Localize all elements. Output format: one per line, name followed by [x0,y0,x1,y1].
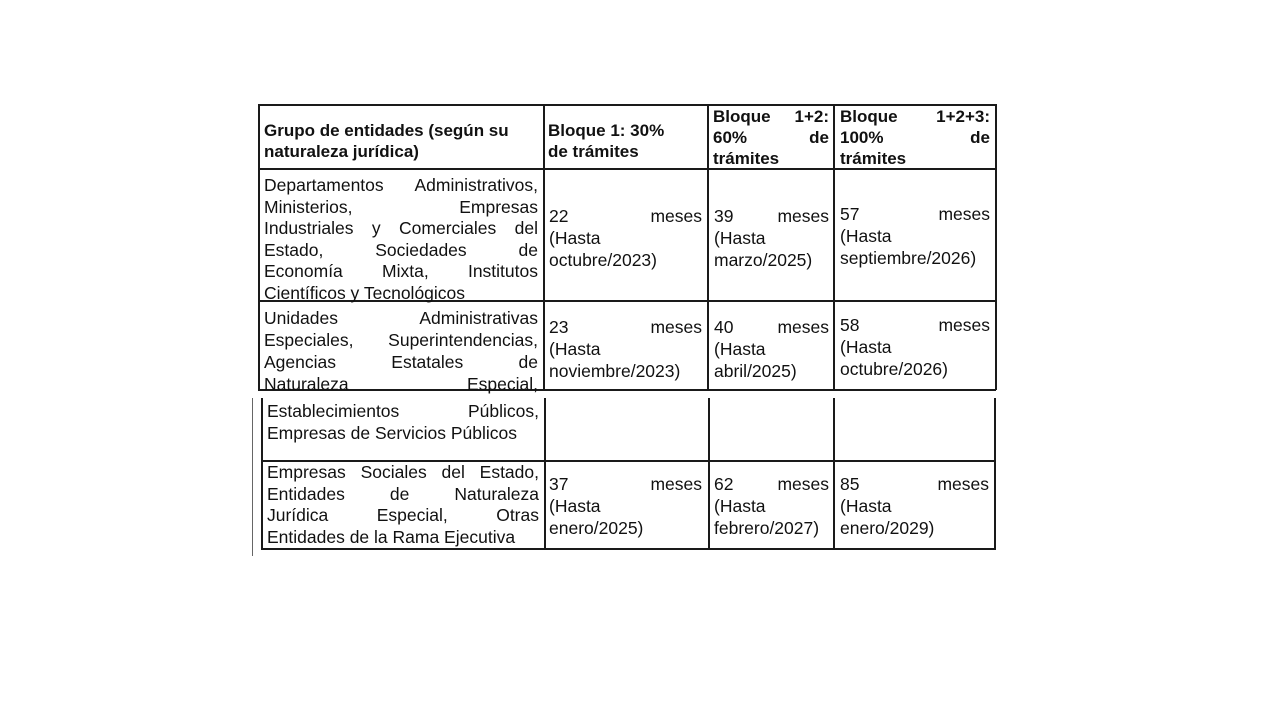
table-col-divider-3-lower [833,398,835,550]
row1-block3-date: septiembre/2026) [840,248,977,268]
row2-group-cell-lower [267,400,539,444]
row3-group-line-4: Entidades de la Rama Ejecutiva [267,526,516,547]
table-border-right-lower [994,398,996,550]
table-border-right-upper [995,104,997,390]
row3-group-line-2: Entidades de Naturaleza [267,483,539,504]
row2-block2-months: 40 meses [714,317,829,337]
row3-block2-cell [714,473,829,539]
row1-group-line-4: Estado, Sociedades de [264,239,538,260]
row3-block1-hasta: (Hasta [549,496,601,516]
header-block1-line-1: Bloque 1: 30% [548,121,665,140]
row2-block1-date: noviembre/2023) [549,361,681,381]
row3-block1-months: 37 meses [549,474,702,494]
row2-group-line-1: Unidades Administrativas [264,308,538,328]
row1-block2-months: 39 meses [714,206,829,226]
table-col-divider-2-upper [707,104,709,390]
table-border-left-lower [261,398,263,550]
row1-group-line-1: Departamentos Administrativos, [264,175,538,195]
header-block2-line-3: trámites [713,149,780,168]
row3-block1-cell [549,473,702,539]
row1-block1-months: 22 meses [549,206,702,226]
table-col-divider-2-lower [708,398,710,550]
row2-block3-hasta: (Hasta [840,337,892,357]
row2-block3-date: octubre/2026) [840,359,948,379]
row3-block2-months: 62 meses [714,474,829,494]
row1-block3-hasta: (Hasta [840,226,892,246]
row1-group-line-3: Industriales y Comerciales del [264,218,538,238]
row2-block2-cell [714,316,829,382]
row2-group-cell-upper [264,307,538,395]
row3-block3-cell [840,473,989,539]
row2-group-line-5: Establecimientos Públicos, [267,401,539,421]
header-block3-line-1: Bloque 1+2+3: [840,107,990,126]
row2-group-line-4: Naturaleza Especial, [264,374,538,394]
row2-block3-months: 58 meses [840,315,990,335]
table-border-left-upper [258,104,260,390]
row1-block3-months: 57 meses [840,204,990,224]
row2-group-line-3: Agencias Estatales de [264,352,538,372]
row3-block3-hasta: (Hasta [840,496,892,516]
row3-group-line-1: Empresas Sociales del Estado, [267,462,539,482]
header-block3-cell [840,106,990,169]
row3-group-line-3: Jurídica Especial, Otras [267,505,539,525]
row2-block2-date: abril/2025) [714,361,797,381]
row1-block1-cell [549,205,702,271]
row2-block2-hasta: (Hasta [714,339,766,359]
header-block2-line-2: 60% de [713,128,829,147]
table-col-divider-1-upper [543,104,545,390]
row2-group-line-2: Especiales, Superintendencias, [264,330,538,350]
row3-block1-date: enero/2025) [549,518,644,538]
header-block1-line-2: de trámites [548,142,639,161]
row1-group-cell [264,175,538,304]
row3-block2-date: febrero/2027) [714,518,820,538]
row2-block3-cell [840,314,990,380]
row3-block3-date: enero/2029) [840,518,935,538]
row1-block2-date: marzo/2025) [714,250,813,270]
table-scan-edge [252,398,253,556]
row1-block2-cell [714,205,829,271]
table-border-bottom [261,548,995,550]
header-block3-line-2: 100% de [840,128,990,147]
table-col-divider-3-upper [833,104,835,390]
row2-block1-cell [549,316,702,382]
header-block2-line-1: Bloque 1+2: [713,107,829,126]
row2-block1-hasta: (Hasta [549,339,601,359]
row2-group-line-6: Empresas de Servicios Públicos [267,423,517,443]
header-group-line-1: Grupo de entidades (según su [264,121,509,140]
table-col-divider-1-lower [544,398,546,550]
row3-group-cell [267,462,539,548]
row2-block1-months: 23 meses [549,317,702,337]
header-group-cell [264,120,540,162]
row1-group-line-2: Ministerios, Empresas [264,196,538,217]
row1-group-line-6: Científicos y Tecnológicos [264,282,466,303]
header-block1-cell [548,120,702,162]
header-block3-line-3: trámites [840,149,907,168]
row1-block3-cell [840,203,990,269]
row3-block3-months: 85 meses [840,474,989,494]
row1-block1-hasta: (Hasta [549,228,601,248]
row3-block2-hasta: (Hasta [714,496,766,516]
row1-block2-hasta: (Hasta [714,228,766,248]
header-group-line-2: naturaleza jurídica) [264,142,419,161]
row1-block1-date: octubre/2023) [549,250,657,270]
row1-group-line-5: Economía Mixta, Institutos [264,261,538,281]
header-block2-cell [713,106,829,169]
